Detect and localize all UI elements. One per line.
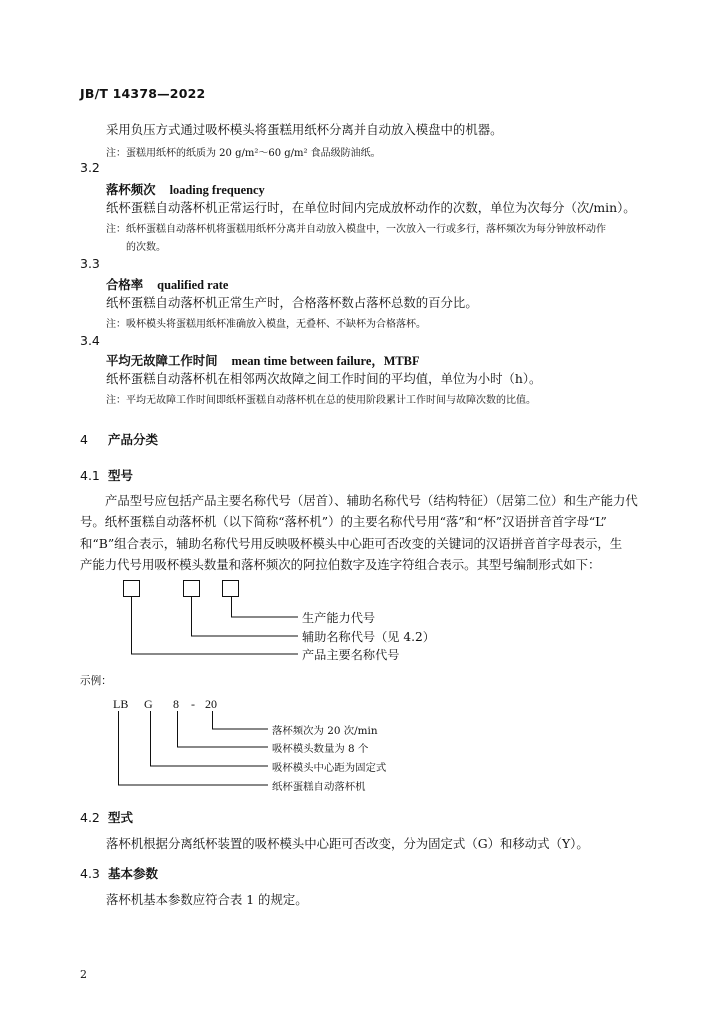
term-3-4-en: mean time between failure，MTBF <box>231 354 420 368</box>
model-paragraph-line-3: 和“B”组合表示，辅助名称代号用反映吸杯模头中心距可否改变的关键词的汉语拼音首字母表示，生 <box>80 535 623 551</box>
example-code-frequency: 20 <box>205 697 217 711</box>
section-4-2-title: 型式 <box>108 810 134 825</box>
capacity-code-label: 生产能力代号 <box>302 611 376 625</box>
note-3-2-line1: 注：纸杯蛋糕自动落杯机将蛋糕用纸杯分离并自动放入模盘中，一次放入一行或多行，落杯频次为每分钟放杯动作 <box>106 224 606 235</box>
clause-3-4-number: 3.4 <box>80 333 100 348</box>
definition-3-2: 纸杯蛋糕自动落杯机正常运行时，在单位时间内完成放杯动作的次数，单位为次每分（次/min）。 <box>106 200 636 215</box>
model-paragraph-line-2: 号。纸杯蛋糕自动落杯机（以下简称“落杯机”）的主要名称代号用“落”和“杯”汉语拼音首字母“L” <box>80 514 607 530</box>
clause-3-2-number: 3.2 <box>80 160 100 175</box>
example-frequency-label: 落杯频次为 20 次/min <box>272 725 378 737</box>
example-heads-label: 吸杯模头数量为 8 个 <box>272 743 369 755</box>
page-number: 2 <box>80 968 87 981</box>
term-3-3-en: qualified rate <box>157 278 229 292</box>
section-4-2-heading <box>80 808 133 826</box>
section-4-title: 产品分类 <box>108 432 159 447</box>
definition-3-3: 纸杯蛋糕自动落杯机正常生产时，合格落杯数占落杯总数的百分比。 <box>106 295 478 310</box>
definition-3-1: 采用负压方式通过吸杯模头将蛋糕用纸杯分离并自动放入模盘中的机器。 <box>106 122 503 137</box>
frequency-leader <box>213 711 269 729</box>
example-code-auxiliary: G <box>144 697 153 711</box>
section-4-1-title: 型号 <box>108 468 134 483</box>
example-main-label: 纸杯蛋糕自动落杯机 <box>272 781 366 793</box>
section-4-1-number: 4.1 <box>80 468 100 483</box>
main-leader <box>119 711 269 785</box>
example-code-heads: 8 <box>173 697 179 711</box>
definition-3-4: 纸杯蛋糕自动落杯机在相邻两次故障之间工作时间的平均值，单位为小时（h）。 <box>106 371 542 386</box>
note-3-4: 注：平均无故障工作时间即纸杯蛋糕自动落杯机在总的使用阶段累计工作时间与故障次数的比值。 <box>106 395 536 406</box>
term-3-2-en: loading frequency <box>169 183 265 197</box>
section-4-2-number: 4.2 <box>80 810 100 825</box>
clause-3-3-number: 3.3 <box>80 256 100 271</box>
example-code-main: LB <box>113 697 129 711</box>
note-3-1: 注：蛋糕用纸杯的纸质为 20 g/m²～60 g/m² 食品级防油纸。 <box>106 148 381 159</box>
example-label: 示例： <box>80 675 112 687</box>
note-3-3: 注：吸杯模头将蛋糕用纸杯准确放入模盘，无叠杯、不缺杯为合格落杯。 <box>106 319 426 330</box>
example-code-hyphen: - <box>191 697 195 711</box>
section-4-3-heading <box>80 864 158 882</box>
term-3-2-zh: 落杯频次 <box>106 182 156 197</box>
model-paragraph-line-1: 产品型号应包括产品主要名称代号（居首）、辅助名称代号（结构特征）（居第二位）和生产能力代 <box>105 493 638 508</box>
example-auxiliary-label: 吸杯模头中心距为固定式 <box>272 762 387 774</box>
auxiliary-code-label: 辅助名称代号（见 4.2） <box>302 630 435 644</box>
document-id: JB/T 14378—2022 <box>80 86 206 101</box>
section-4-number: 4 <box>80 432 88 447</box>
section-4-3-text: 落杯机基本参数应符合表 1 的规定。 <box>106 892 308 907</box>
term-3-3-zh: 合格率 <box>106 277 144 292</box>
model-paragraph-line-4: 产能力代号用吸杯模头数量和落杯频次的阿拉伯数字及连字符组合表示。其型号编制形式如下： <box>80 557 601 573</box>
main-code-label: 产品主要名称代号 <box>302 648 400 662</box>
auxiliary-leader <box>151 711 269 766</box>
section-4-3-title: 基本参数 <box>108 866 159 881</box>
term-3-4-zh: 平均无故障工作时间 <box>106 353 218 368</box>
section-4-3-number: 4.3 <box>80 866 100 881</box>
note-3-2-line2: 的次数。 <box>126 242 166 253</box>
section-4-2-text: 落杯机根据分离纸杯装置的吸杯模头中心距可否改变，分为固定式（G）和移动式（Y）。 <box>106 836 589 851</box>
